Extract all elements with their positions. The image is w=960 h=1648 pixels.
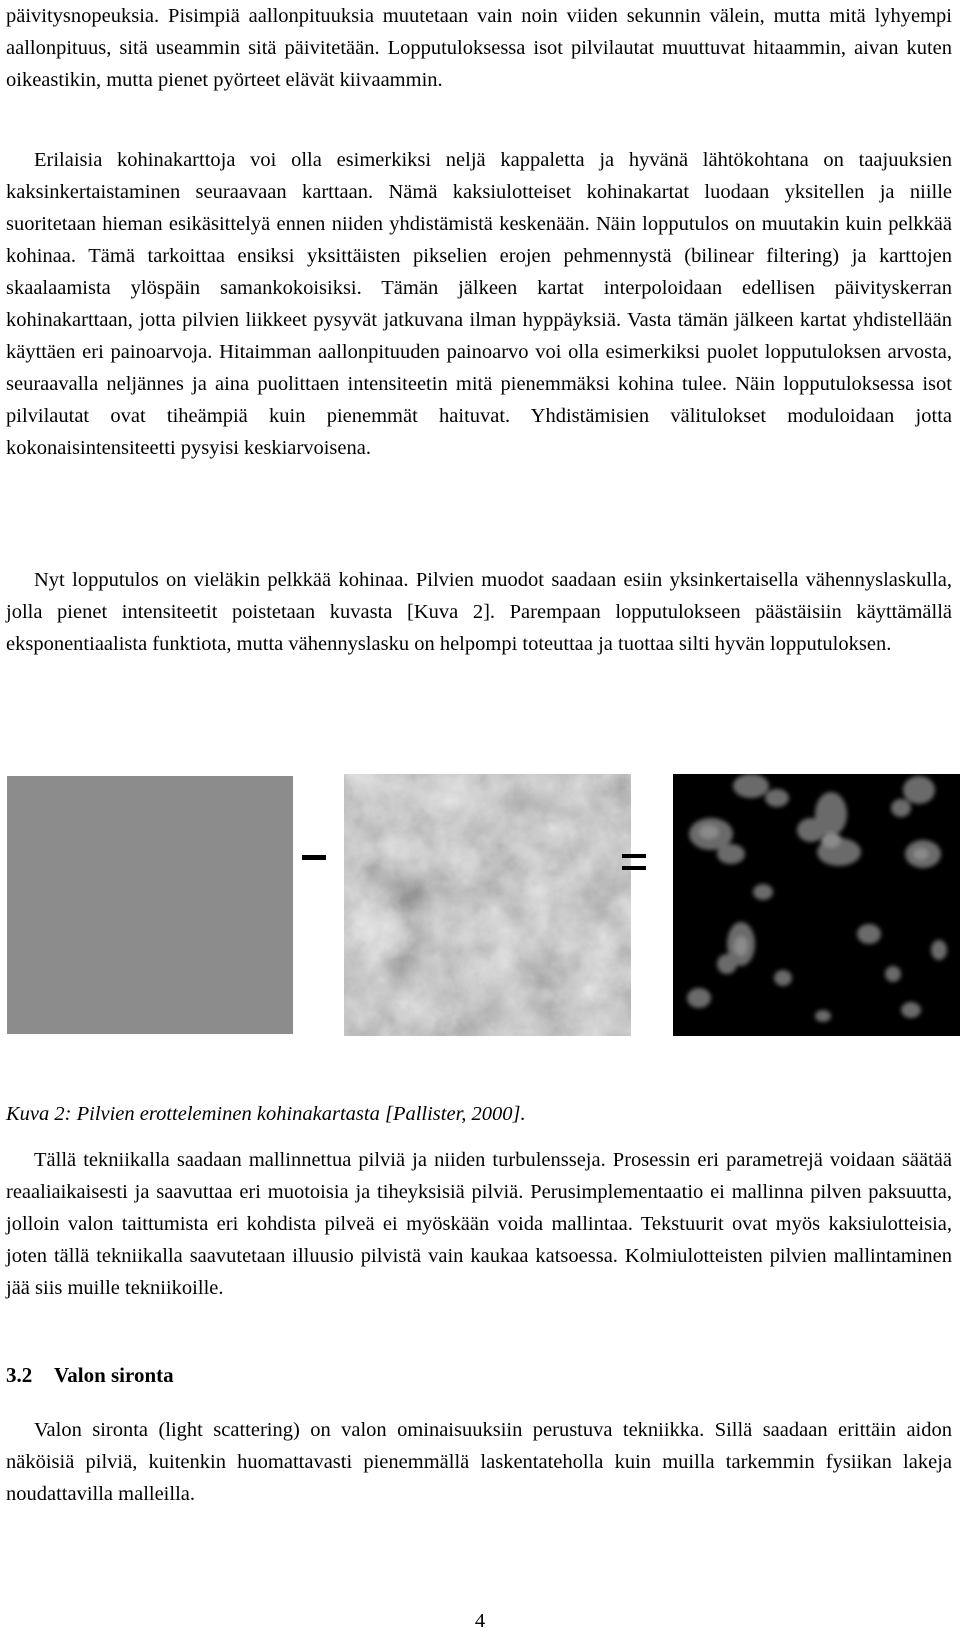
- paragraph-subtraction: Nyt lopputulos on vieläkin pelkkää kohinaa. Pilvien muodot saadaan esiin yksinkertaisella vähennyslaskulla, jolla pienet intensiteetit poistetaan kuvasta [Kuva 2]. Parempaan lopputulokseen päästäisiin käyttämällä eksponentiaalista funktiota, mutta vähennyslasku on helpompi toteuttaa ja tuottaa silti hyvän lopputuloksen.: [6, 569, 952, 655]
- page-number: 4: [474, 1610, 486, 1632]
- noise-map-image: [344, 774, 631, 1036]
- paragraph-technique-summary: Tällä tekniikalla saadaan mallinnettua pilviä ja niiden turbulensseja. Prosessin eri parametrejä voidaan säätää reaaliaikaisesti ja saavuttaa eri muotoisia ja tiheyksisiä pilviä. Perusimplementaatio ei mallinna pilven paksuutta, jolloin valon taittumista eri kohdista pilveä ei myöskään voida mallintaa. Tekstuurit ovat myös kaksiulotteisia, joten tällä tekniikalla saavutetaan illuusio pilvistä vain kaukaa katsoessa. Kolmiulotteisten pilvien mallintaminen jää siis muille tekniikoille.: [6, 1149, 952, 1299]
- equals-sign-top: [622, 854, 646, 858]
- figure-cloud-separation: [0, 770, 960, 1035]
- minus-sign: [302, 855, 326, 860]
- section-title: Valon sironta: [54, 1363, 174, 1387]
- extracted-clouds-image: [673, 774, 960, 1036]
- section-heading: [6, 1359, 174, 1391]
- paragraph-noise-maps: Erilaisia kohinakarttoja voi olla esimerkiksi neljä kappaletta ja hyvänä lähtökohtana on taajuuksien kaksinkertaistaminen seuraavaan karttaan. Nämä kaksiulotteiset kohinakartat luodaan yksitellen ja niille suoritetaan hieman esikäsittelyä ennen niiden yhdistämistä keskenään. Näin lopputulos on muutakin kuin pelkkää kohinaa. Tämä tarkoittaa ensiksi yksittäisten pikselien erojen pehmennystä (bilinear filtering) ja karttojen skaalaamista ylöspäin samankokoisiksi. Tämän jälkeen kartat interpoloidaan edellisen päivityskerran kohinakarttaan, jotta pilvien liikkeet pysyvät jatkuvana ilman hyppäyksiä. Vasta tämän jälkeen kartat yhdistellään käyttäen eri painoarvoja. Hitaimman aallonpituuden painoarvo voi olla esimerkiksi puolet lopputuloksen arvosta, seuraavalla neljännes ja aina puolittaen intensiteetin mitä pienemmäksi kohina tulee. Näin lopputuloksessa isot pilvilautat ovat tiheämpiä kuin pienemmät haituvat. Yhdistämisien välitulokset moduloidaan jotta kokonaisintensiteetti pysyisi keskiarvoisena.: [6, 149, 952, 459]
- flat-gray-image: [7, 776, 293, 1034]
- figure-caption: Kuva 2: Pilvien erotteleminen kohinakartasta [Pallister, 2000].: [6, 1103, 526, 1125]
- paragraph-intro-continuation: päivitysnopeuksia. Pisimpiä aallonpituuksia muutetaan vain noin viiden sekunnin välein, mutta mitä lyhyempi aallonpituus, sitä useammin sitä päivitetään. Lopputuloksessa isot pilvilautat muuttuvat hitaammin, aivan kuten oikeastikin, mutta pienet pyörteet elävät kiivaammin.: [6, 5, 952, 91]
- section-number: 3.2: [6, 1363, 33, 1387]
- paragraph-light-scattering: Valon sironta (light scattering) on valon ominaisuuksiin perustuva tekniikka. Sillä saadaan erittäin aidon näköisiä pilviä, kuitenkin huomattavasti pienemmällä laskentateholla kuin muilla tarkemmin fysiikan lakeja noudattavilla malleilla.: [6, 1419, 952, 1505]
- equals-sign-bottom: [622, 866, 646, 870]
